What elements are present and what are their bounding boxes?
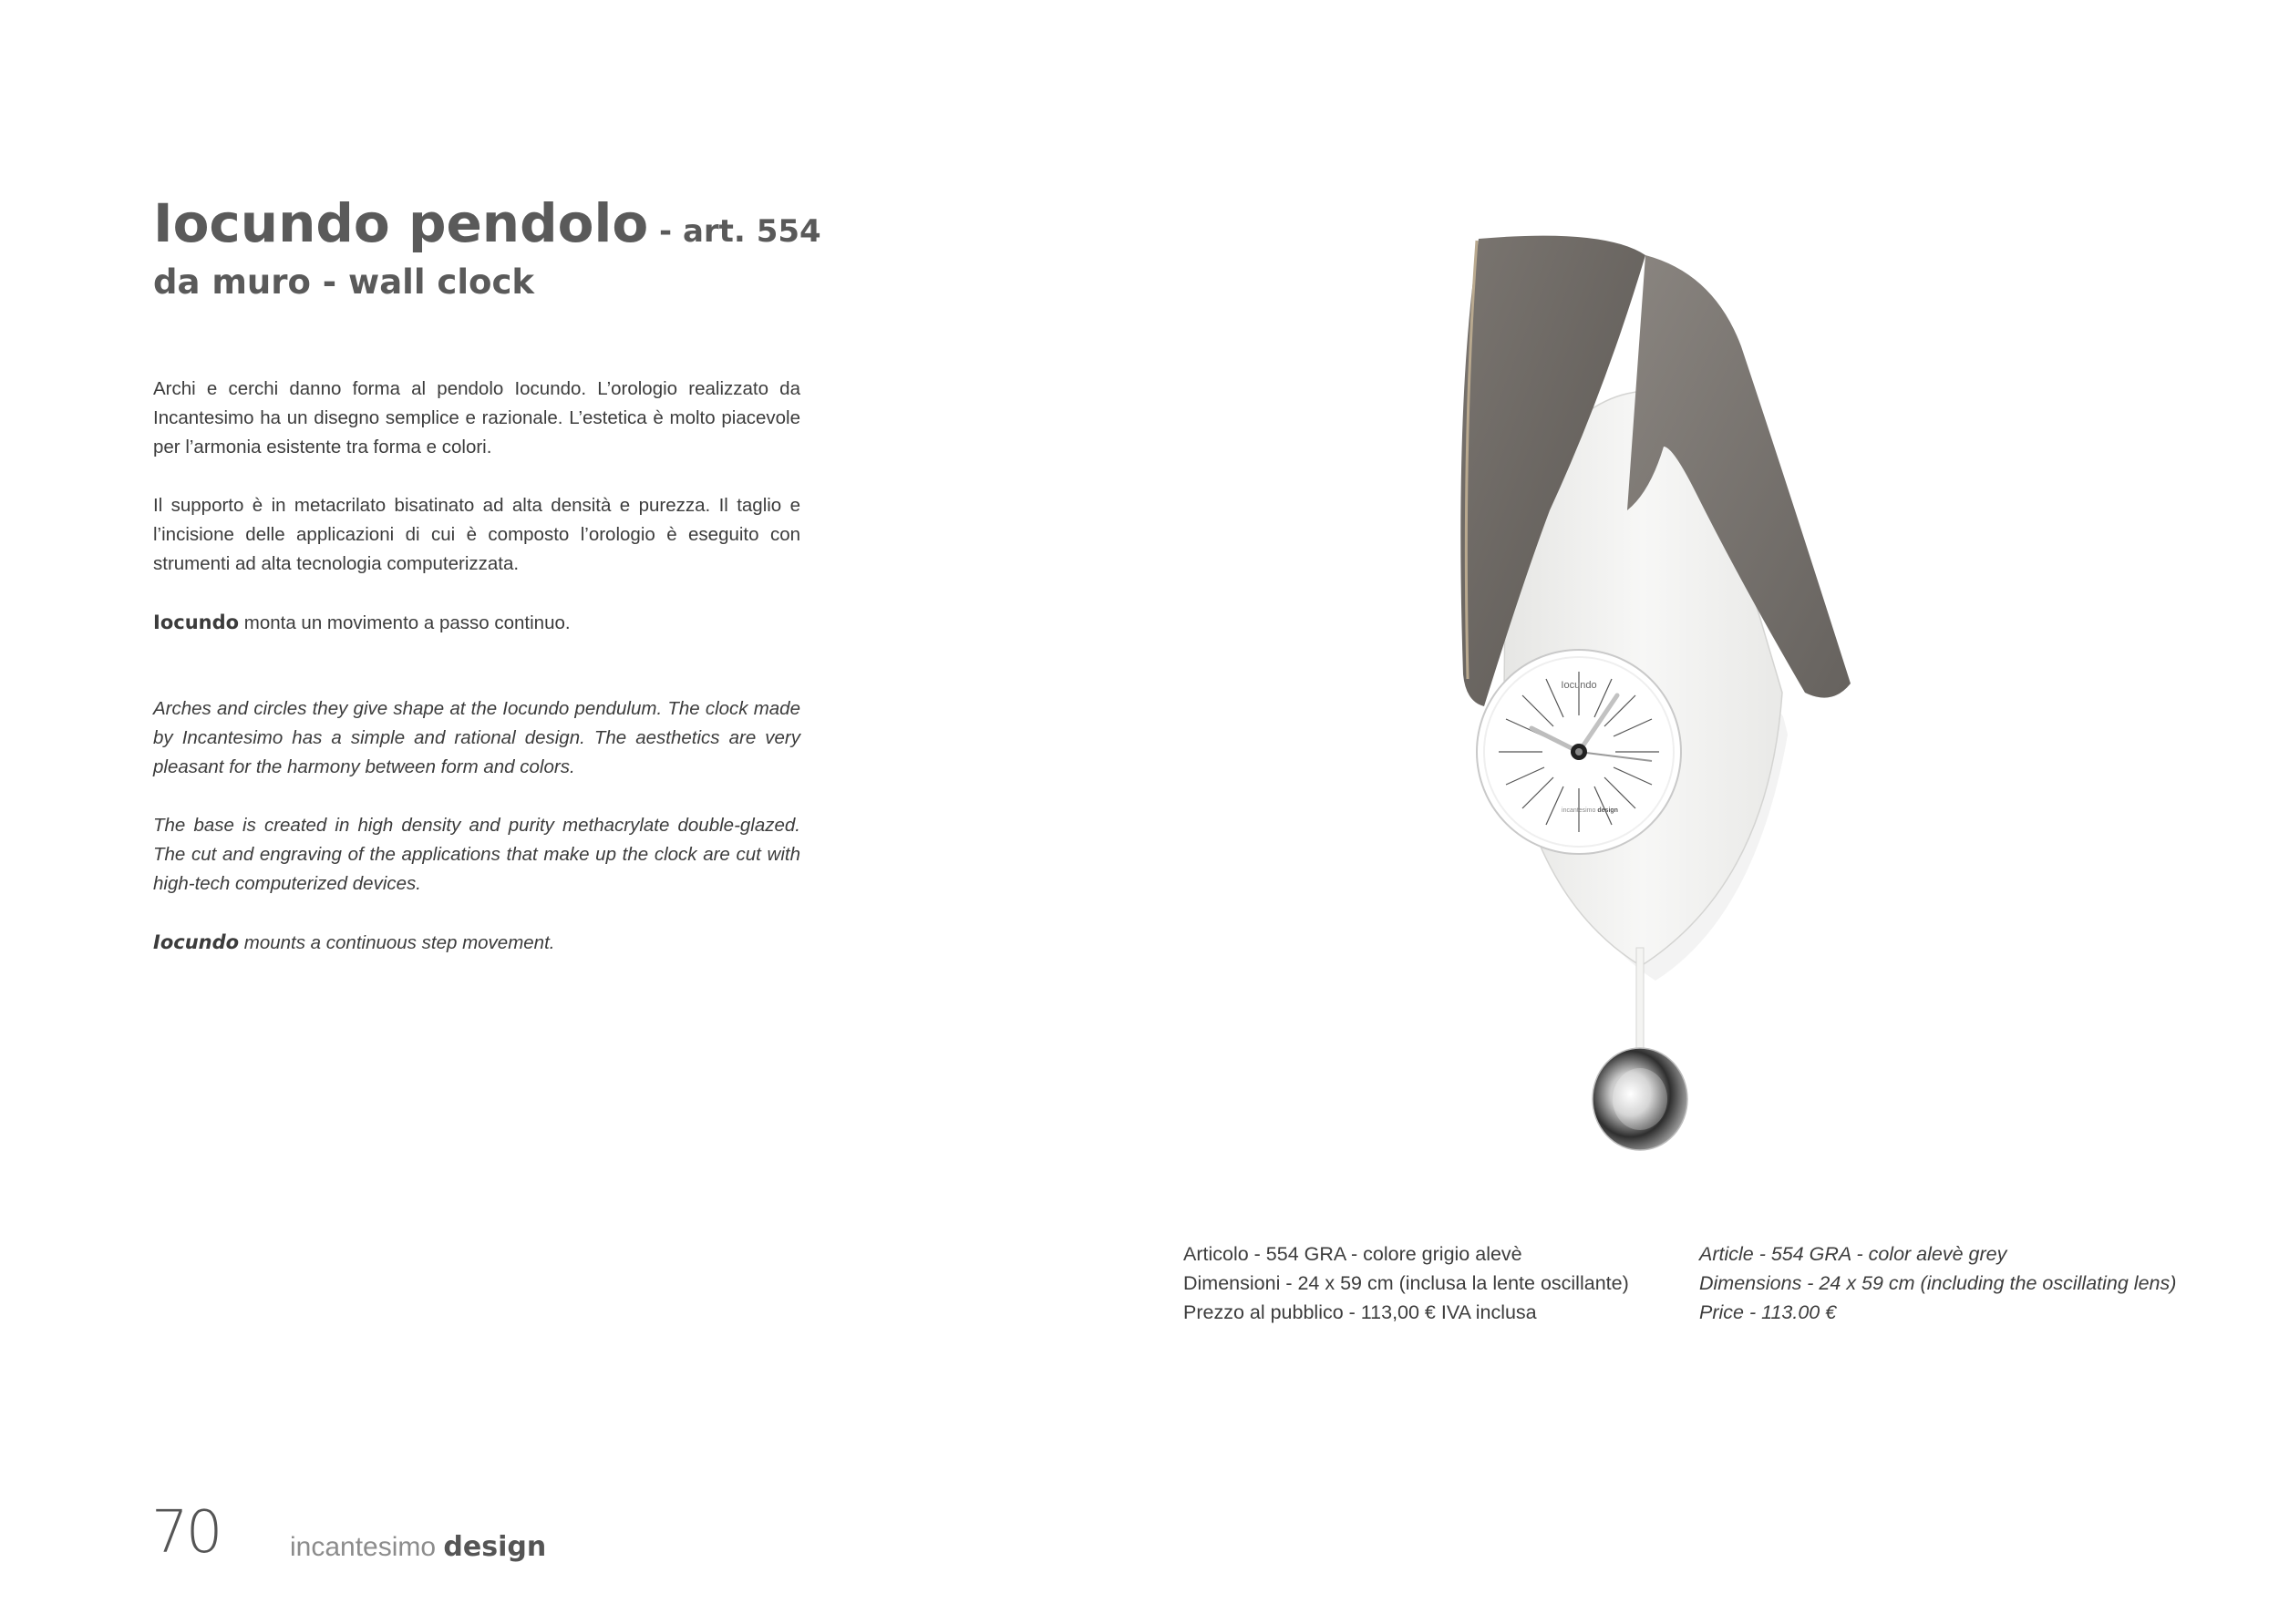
spec-italian-price: Prezzo al pubblico - 113,00 € IVA inclusa [1183, 1301, 1537, 1323]
spec-english-article: Article - 554 GRA - color alevè grey [1699, 1243, 2007, 1265]
italian-brand-name: Iocundo [153, 612, 240, 633]
english-paragraph-1: Arches and circles they give shape at the Iocundo pendulum. The clock made by Incantesimo has a simple and rational design. The aesthetics are very pleasant for the harmony between form and colors. [153, 698, 800, 777]
footer-brand-light: incantesimo [290, 1532, 444, 1562]
italian-movement-text: monta un movimento a passo continuo. [239, 612, 571, 633]
english-paragraph-3 [153, 928, 800, 958]
page-number: 70 [151, 1499, 221, 1567]
spec-english-dimensions: Dimensions - 24 x 59 cm (including the oscillating lens) [1699, 1272, 2177, 1294]
spec-italian-dimensions: Dimensioni - 24 x 59 cm (inclusa la lente oscillante) [1183, 1272, 1629, 1294]
pendulum-clock-image [1422, 219, 1860, 1185]
english-brand-name: Iocundo [153, 931, 240, 953]
spec-italian-article: Articolo - 554 GRA - colore grigio alevè [1183, 1243, 1522, 1265]
product-name: Iocundo pendolo [153, 192, 649, 254]
footer-brand [290, 1531, 547, 1563]
italian-paragraph-2: Il supporto è in metacrilato bisatinato ad alta densità e purezza. Il taglio e l’incisione delle applicazioni di cui è composto l’orologio è eseguito con strumenti ad alta tecnologia computerizzata. [153, 495, 800, 574]
italian-paragraph-3 [153, 608, 800, 638]
footer-brand-bold: design [443, 1531, 547, 1563]
article-code: - art. 554 [648, 213, 821, 250]
italian-paragraph-1: Archi e cerchi danno forma al pendolo Iocundo. L’orologio realizzato da Incantesimo ha un disegno semplice e razionale. L’estetica è molto piacevole per l’armonia esistente tra forma e colori. [153, 378, 800, 457]
english-movement-text: mounts a continuous step movement. [239, 932, 555, 953]
product-subtitle: da muro - wall clock [153, 262, 534, 302]
dial-maker-text: incantesimo design [1562, 807, 1618, 814]
clock-dial [1477, 650, 1681, 854]
specs-english [1699, 1239, 2176, 1327]
product-title [153, 192, 821, 254]
spec-english-price: Price - 113.00 € [1699, 1301, 1837, 1323]
pendulum-lens-highlight [1613, 1068, 1667, 1130]
dial-brand-text: Iocundo [1561, 680, 1597, 691]
specs-italian [1183, 1239, 1629, 1327]
english-paragraph-2: The base is created in high density and purity methacrylate double-glazed. The cut and engraving of the applications that make up the clock are cut with high-tech computerized devices. [153, 815, 800, 894]
